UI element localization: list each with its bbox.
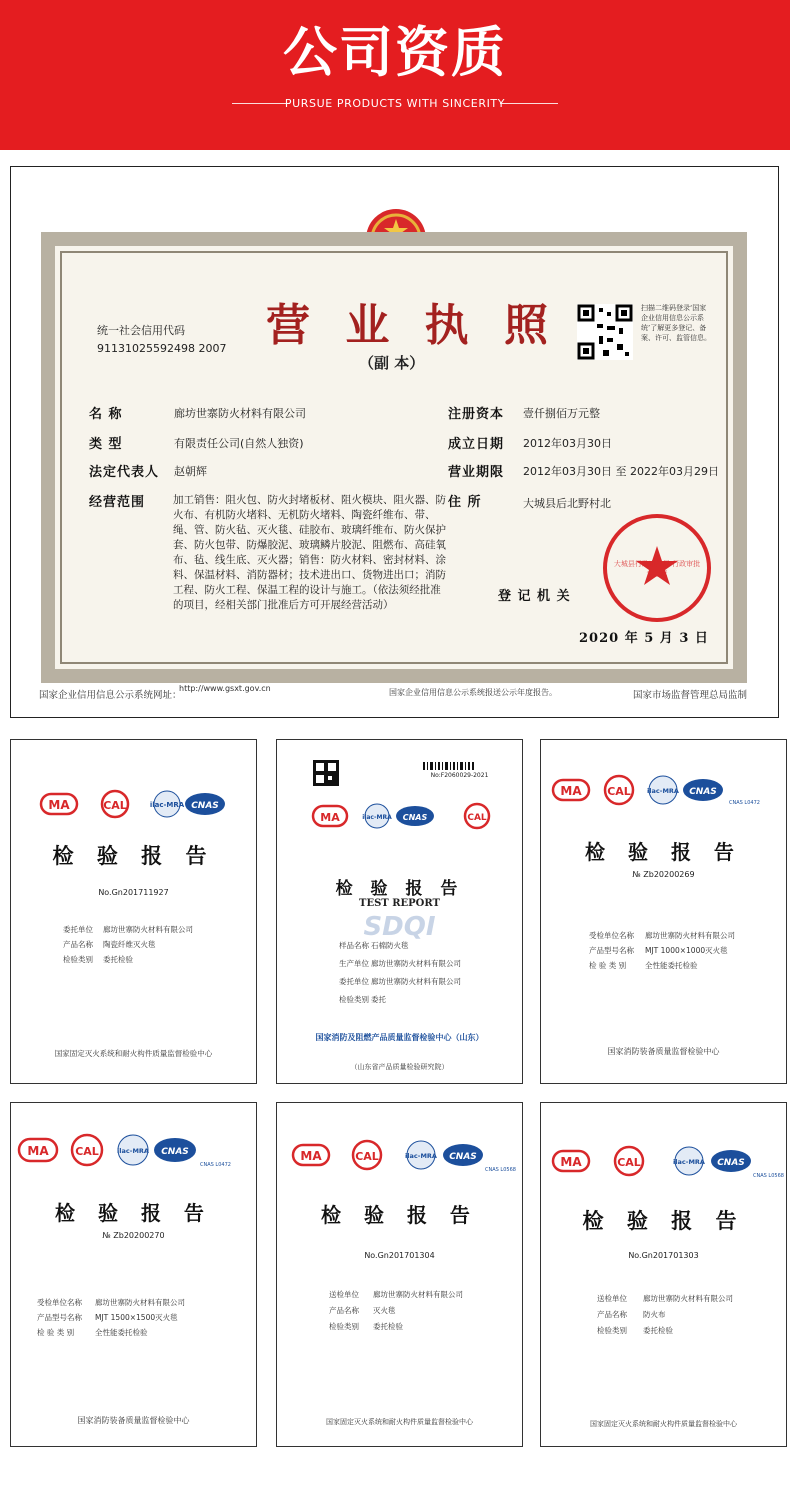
ma-logo-icon — [553, 780, 589, 800]
business-scope: 加工销售：阻火包、防火封堵板材、阻火模块、阻火器、防火布、有机防火堵料、无机防火堵料、陶瓷纤维布、带、绳、管、防火毡、灭火毯、硅胶布、玻璃纤维布、防火保护套、防火包带、防爆胶泥、玻璃鳞片胶泥、阻燃布、高硅氧布、毡、线生底、灭火器；销售：防火材料、密封材料、涂料、保温材料、消防器材；技术进出口、货物进出口；消防工程、防火工程、保温工程的设计与施工。（依法须经批准的项目，经相关部门批准后方可开展经营活动） — [173, 494, 446, 611]
cal-logo-icon — [605, 776, 633, 804]
ma-logo-icon — [313, 806, 347, 826]
field-2-label: 产品型号名称 — [37, 1313, 82, 1322]
field-1-value: 廊坊世寨防火材料有限公司 — [643, 1294, 733, 1303]
scope-label: 经营范围 — [89, 495, 146, 510]
svg-text:MA: MA — [300, 1149, 322, 1163]
report-number: № Zb20200269 — [632, 870, 695, 879]
field-1-label: 受检单位名称 — [37, 1298, 82, 1307]
report-card-5 — [276, 1102, 523, 1447]
svg-text:MA: MA — [560, 1155, 582, 1169]
qr-code-icon — [577, 304, 633, 360]
svg-text:CAL: CAL — [607, 785, 631, 798]
report-number: No.Gn201711927 — [98, 888, 169, 897]
field-2-label: 产品名称 — [329, 1306, 359, 1315]
report-card-4 — [10, 1102, 257, 1447]
report-card-6 — [540, 1102, 787, 1447]
field-1-label: 送检单位 — [329, 1290, 359, 1299]
footer-url: http://www.gsxt.gov.cn — [179, 684, 271, 693]
cnas-logo-icon — [396, 806, 434, 826]
svg-text:CNAS L0568: CNAS L0568 — [753, 1173, 784, 1179]
cal-logo-icon — [102, 791, 128, 817]
capital-value: 壹仟捌佰万元整 — [523, 407, 600, 420]
qr-note: 扫描二维码登录‘国家企业信用信息公示系统’了解更多登记、备案、许可、监管信息。 — [641, 304, 711, 342]
field-1-label: 送检单位 — [597, 1294, 627, 1303]
report-number: No.Gn201701304 — [364, 1251, 435, 1260]
license-copy-label: （副 本） — [359, 354, 425, 372]
field-2-value: 陶瓷纤维灭火毯 — [103, 940, 156, 949]
ilac-logo-icon — [647, 776, 679, 804]
field-2-label: 产品名称 — [597, 1310, 627, 1319]
cnas-logo-icon — [154, 1138, 196, 1162]
cert-logos-icon — [39, 788, 239, 822]
svg-text:CAL: CAL — [355, 1150, 379, 1163]
svg-text:CNAS: CNAS — [402, 813, 428, 822]
report-title: 检 验 报 告 — [585, 840, 742, 864]
report-title: 检 验 报 告 — [321, 1203, 478, 1227]
field-3-label: 检 验 类 别 — [589, 961, 627, 970]
svg-text:CAL: CAL — [75, 1145, 99, 1158]
report-title: 检 验 报 告 — [582, 1209, 745, 1233]
svg-text:ilac-MRA: ilac-MRA — [117, 1147, 149, 1155]
ma-logo-icon — [293, 1145, 329, 1165]
field-3-label: 检 验 类 别 — [37, 1328, 75, 1337]
report-title: 检 验 报 告 — [55, 1201, 212, 1225]
term-value: 2012年03月30日 至 2022年03月29日 — [523, 465, 719, 478]
svg-text:CAL: CAL — [467, 813, 487, 823]
report-issuer: 国家消防装备质量监督检验中心 — [607, 1047, 720, 1056]
field-2-label: 产品型号名称 — [589, 946, 634, 955]
svg-text:MA: MA — [320, 811, 340, 824]
cert-logos-icon — [291, 1139, 516, 1175]
svg-text:CNAS: CNAS — [161, 1147, 189, 1157]
svg-text:CAL: CAL — [103, 799, 127, 812]
ma-logo-icon — [553, 1151, 589, 1171]
svg-text:ilac-MRA: ilac-MRA — [647, 787, 679, 795]
report-subtitle: TEST REPORT — [359, 898, 440, 909]
est-value: 2012年03月30日 — [523, 437, 612, 450]
cnas-logo-icon — [711, 1150, 751, 1172]
field-3-label: 检验类别 — [63, 955, 93, 964]
rep-label: 法定代表人 — [89, 465, 160, 480]
svg-text:CAL: CAL — [617, 1156, 641, 1169]
svg-text:MA: MA — [27, 1144, 49, 1158]
svg-text:ilac-MRA: ilac-MRA — [673, 1158, 705, 1166]
authority-label: 登 记 机 关 — [498, 589, 571, 604]
type-label: 类 型 — [89, 437, 123, 452]
watermark-logo: SDQI — [363, 912, 436, 942]
report-number: No.Gn201701303 — [628, 1251, 699, 1260]
field-3-label: 委托单位 — [339, 977, 369, 986]
name-label: 名 称 — [89, 407, 123, 422]
report-issuer: 国家固定灭火系统和耐火构件质量监督检验中心 — [54, 1049, 213, 1058]
field-2-value: 防火布 — [643, 1310, 666, 1319]
report-issuer: 国家固定灭火系统和耐火构件质量监督检验中心 — [326, 1418, 473, 1426]
ma-logo-icon — [41, 794, 77, 814]
svg-text:CNAS L0568: CNAS L0568 — [485, 1167, 516, 1173]
ilac-logo-icon — [150, 791, 185, 817]
field-1-value: 廊坊世寨防火材料有限公司 — [95, 1298, 185, 1307]
field-2-value: MJT 1500×1500灭火毯 — [95, 1313, 178, 1322]
cnas-logo-icon — [443, 1144, 483, 1166]
report-card-2 — [276, 739, 523, 1084]
field-3-value: 委托检验 — [103, 955, 133, 964]
cnas-logo-icon — [683, 779, 723, 801]
svg-text:MA: MA — [48, 798, 70, 812]
ilac-logo-icon — [362, 804, 392, 828]
seal-text: 大城县行政审批局 行政审批专用章 — [613, 560, 701, 578]
ilac-logo-icon — [405, 1141, 437, 1169]
field-4-value: 委托 — [371, 995, 386, 1004]
field-2-value: 廊坊世寨防火材料有限公司 — [371, 959, 461, 968]
field-3-value: 全性能委托检验 — [95, 1328, 148, 1337]
cal-logo-icon — [72, 1135, 102, 1165]
field-1-value: 廊坊世寨防火材料有限公司 — [645, 931, 735, 940]
page-title: 公司资质 — [283, 21, 507, 84]
business-license-frame — [10, 166, 779, 718]
ilac-logo-icon — [673, 1147, 705, 1175]
svg-text:ilac-MRA: ilac-MRA — [405, 1152, 437, 1160]
report-card-3 — [540, 739, 787, 1084]
credit-code-label: 统一社会信用代码 — [97, 324, 185, 337]
svg-text:CNAS: CNAS — [689, 787, 717, 797]
field-3-label: 检验类别 — [329, 1322, 359, 1331]
field-4-label: 检验类别 — [339, 995, 369, 1004]
footer-right: 国家市场监督管理总局监制 — [633, 690, 748, 701]
field-3-value: 全性能委托检验 — [645, 961, 698, 970]
svg-text:ilac-MRA: ilac-MRA — [149, 801, 185, 809]
company-name: 廊坊世寨防火材料有限公司 — [174, 407, 306, 420]
cert-logos-icon — [551, 774, 761, 808]
addr-value: 大城县后北野村北 — [523, 497, 611, 510]
report-issuer: 国家消防及阻燃产品质量监督检验中心（山东） — [315, 1033, 484, 1042]
field-1-value: 廊坊世寨防火材料有限公司 — [103, 925, 193, 934]
svg-text:ilac-MRA: ilac-MRA — [362, 814, 392, 821]
svg-text:CNAS: CNAS — [717, 1158, 745, 1168]
svg-text:CNAS: CNAS — [449, 1152, 477, 1162]
report-issuer: 国家消防装备质量监督检验中心 — [77, 1416, 190, 1425]
svg-text:CNAS: CNAS — [191, 801, 219, 811]
company-type: 有限责任公司(自然人独资) — [174, 437, 304, 450]
cert-logos-icon — [17, 1133, 235, 1169]
ma-logo-icon — [19, 1139, 57, 1161]
report-card-1 — [10, 739, 257, 1084]
report-number: № Zb20200270 — [102, 1231, 165, 1240]
field-1-label: 样品名称 — [339, 941, 369, 950]
term-label: 营业期限 — [448, 465, 505, 480]
svg-text:MA: MA — [560, 784, 582, 798]
license-title: 营 业 执 照 — [266, 300, 558, 351]
report-title: 检 验 报 告 — [52, 844, 215, 868]
field-3-value: 委托检验 — [643, 1326, 673, 1335]
field-3-value: 廊坊世寨防火材料有限公司 — [371, 977, 461, 986]
field-2-label: 生产单位 — [339, 959, 369, 968]
report-number: No:F2060029-2021 — [430, 772, 489, 779]
field-2-value: 灭火毯 — [373, 1306, 396, 1315]
ilac-logo-icon — [117, 1135, 149, 1165]
field-1-label: 委托单位 — [63, 925, 93, 934]
svg-text:CNAS L0472: CNAS L0472 — [729, 800, 760, 806]
svg-text:CNAS L0472: CNAS L0472 — [200, 1162, 231, 1168]
report-title: 检 验 报 告 — [335, 879, 464, 899]
page-subtitle: PURSUE PRODUCTS WITH SINCERITY — [284, 97, 506, 110]
addr-label: 住 所 — [448, 495, 482, 510]
cert-logos-icon — [311, 802, 501, 832]
header-banner — [0, 0, 790, 150]
field-3-label: 检验类别 — [597, 1326, 627, 1335]
rep-name: 赵朝辉 — [174, 465, 207, 478]
issue-date: 2020 年 5 月 3 日 — [579, 631, 709, 646]
field-2-value: MJT 1000×1000灭火毯 — [645, 946, 728, 955]
cnas-logo-icon — [185, 793, 225, 815]
cal-logo-icon — [465, 804, 489, 828]
report-issuer-sub: （山东省产品质量检验研究院） — [350, 1063, 449, 1071]
field-1-label: 受检单位名称 — [589, 931, 634, 940]
cal-logo-icon — [615, 1147, 643, 1175]
cert-logos-icon — [551, 1145, 784, 1181]
cal-logo-icon — [353, 1141, 381, 1169]
field-3-value: 委托检验 — [373, 1322, 403, 1331]
credit-code: 91131025592498 2007 — [97, 342, 227, 355]
est-label: 成立日期 — [448, 437, 505, 452]
field-1-value: 石棉防火毯 — [371, 941, 409, 950]
field-2-label: 产品名称 — [63, 940, 93, 949]
footer-mid: 国家企业信用信息公示系统报送公示年度报告。 — [389, 688, 557, 697]
report-issuer: 国家固定灭火系统和耐火构件质量监督检验中心 — [590, 1420, 737, 1428]
footer-left: 国家企业信用信息公示系统网址： — [39, 690, 182, 701]
capital-label: 注册资本 — [448, 407, 505, 422]
field-1-value: 廊坊世寨防火材料有限公司 — [373, 1290, 463, 1299]
